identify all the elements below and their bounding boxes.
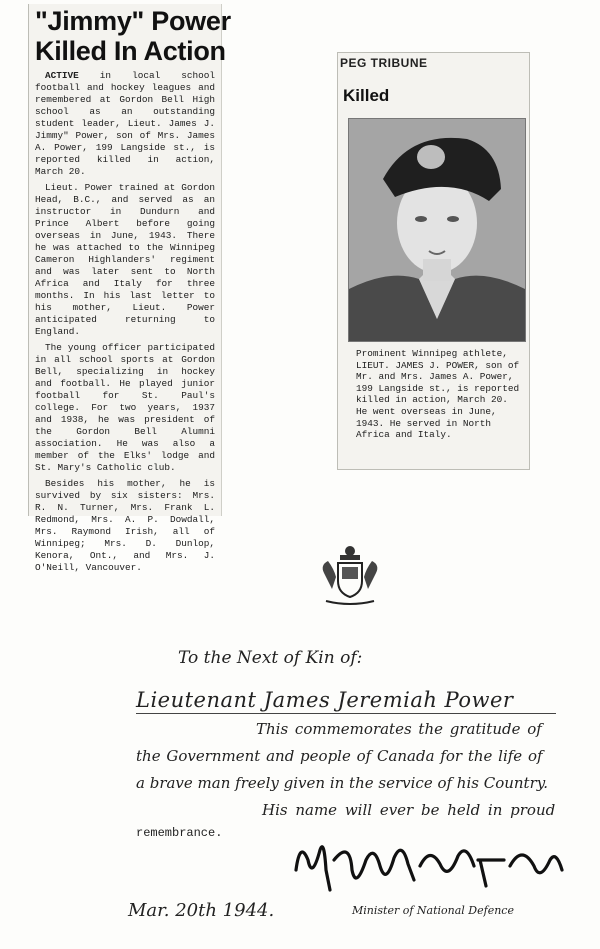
portrait-illustration xyxy=(349,119,525,341)
killed-label: Killed xyxy=(343,86,390,105)
name-underline xyxy=(136,713,556,714)
article-paragraph-1: ACTIVE in local school football and hockey leagues and remembered at Gordon Bell High school as an outstanding student leader, Lieut. James J. Jimmy" Power, son of Mrs. James A. Power, 199 Langside st., is reported killed in action, March 20. xyxy=(35,70,215,177)
headline-line-2: Killed In Action xyxy=(35,36,226,66)
headline-line-1: "Jimmy" Power xyxy=(35,6,231,36)
obituary-clipping xyxy=(28,4,231,573)
minister-signature xyxy=(290,830,570,905)
headline xyxy=(35,6,231,66)
certificate-line-5: remembrance. xyxy=(136,826,223,840)
certificate-line-3: a brave man freely given in the service of his Country. xyxy=(136,774,549,792)
photo-caption: Prominent Winnipeg athlete, LIEUT. JAMES J. POWER, son of Mr. and Mrs. James A. Power, 199 Langside st., is reported killed in action, March 20. He went overseas in June, 1943. He served in North Africa and Italy. xyxy=(356,348,520,441)
article-paragraph-4: Besides his mother, he is survived by six sisters: Mrs. R. N. Turner, Mrs. Frank L. Redmond, Mrs. A. P. Dowdall, Mrs. Raymond Irish, all of Winnipeg; Mrs. D. Dunlop, Kenora, Ont., and Mrs. J. O'Neill, Vancouver. xyxy=(35,478,215,573)
coat-of-arms-icon xyxy=(318,543,382,612)
newspaper-masthead: PEG TRIBUNE xyxy=(340,56,428,70)
article-paragraph-3: The young officer participated in all school sports at Gordon Bell, specializing in hockey and football. He played junior football for St. Paul's college. For two years, 1937 and 1938, he was president of the Gordon Bell Alumni association. He was also a member of the Elks' lodge and St. Mary's Catholic club. xyxy=(35,342,215,473)
certificate-title: To the Next of Kin of: xyxy=(178,648,363,668)
minister-title: Minister of National Defence xyxy=(352,904,514,917)
certificate-line-4: His name will ever be held in proud xyxy=(262,801,556,819)
article-paragraph-2: Lieut. Power trained at Gordon Head, B.C., and served as an instructor in Dundurn and Prince Albert before going overseas in June, 1943. There he was attached to the Winnipeg Cameron Highlanders' regiment and was later sent to North Africa and Italy for three months. In his last letter to his mother, Lieut. Power anticipated returning to England. xyxy=(35,182,215,337)
portrait-photo xyxy=(348,118,526,342)
certificate-line-1: This commemorates the gratitude of xyxy=(256,720,542,738)
certificate-date: Mar. 20th 1944. xyxy=(128,900,275,921)
honoree-name: Lieutenant James Jeremiah Power xyxy=(136,688,514,712)
certificate-line-2: the Government and people of Canada for the life of xyxy=(136,747,543,765)
